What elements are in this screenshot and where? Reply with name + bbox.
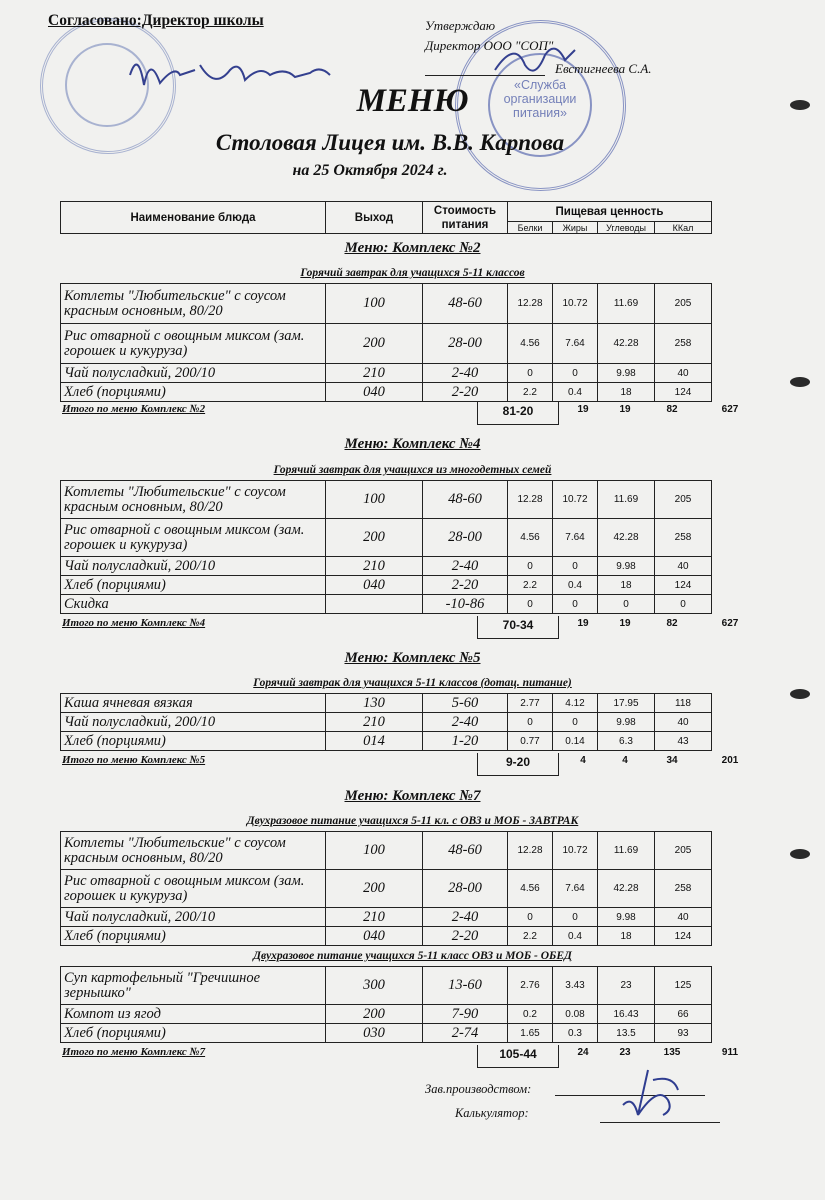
dish-price: 2-40 (423, 557, 508, 576)
dish-name: Хлеб (порциями) (61, 383, 326, 402)
dish-output: 130 (326, 694, 423, 713)
dish-protein: 0.2 (508, 1005, 553, 1024)
dish-protein: 0 (508, 595, 553, 614)
table-row (61, 519, 712, 557)
dish-price: 2-20 (423, 576, 508, 595)
seal-line: питания» (513, 106, 567, 120)
menu-total (60, 402, 739, 420)
menu-title: Меню: Комплекс №4 (344, 436, 481, 452)
total-fat: 23 (619, 1047, 631, 1058)
total-protein: 19 (577, 404, 589, 415)
dish-output: 200 (326, 1005, 423, 1024)
dish-output: 200 (326, 519, 423, 557)
dish-kcal: 124 (655, 576, 712, 595)
dish-kcal: 205 (655, 284, 712, 324)
dish-fat: 0 (553, 908, 598, 927)
dish-name: Котлеты "Любительские" с соусом красным основным, 80/20 (61, 832, 326, 870)
table-row (61, 557, 712, 576)
menu-subtitle: Горячий завтрак для учащихся 5-11 классов (300, 267, 525, 279)
punch-hole (790, 849, 810, 859)
dish-fat: 0 (553, 557, 598, 576)
dish-price: 28-00 (423, 324, 508, 364)
dish-kcal: 124 (655, 383, 712, 402)
dish-carbs: 11.69 (598, 284, 655, 324)
dish-output: 210 (326, 908, 423, 927)
dish-price: 5-60 (423, 694, 508, 713)
dish-protein: 2.76 (508, 967, 553, 1005)
col-out: Выход (326, 202, 423, 234)
dish-fat: 0 (553, 595, 598, 614)
table-row (61, 694, 712, 713)
dish-protein: 0 (508, 364, 553, 383)
dish-output: 100 (326, 832, 423, 870)
total-kcal: 201 (721, 755, 739, 766)
dish-name: Скидка (61, 595, 326, 614)
dish-protein: 2.2 (508, 576, 553, 595)
total-kcal: 627 (721, 404, 739, 415)
dish-carbs: 42.28 (598, 324, 655, 364)
menu-total (60, 616, 739, 634)
dish-protein: 2.2 (508, 383, 553, 402)
page-subtitle: Столовая Лицея им. В.В. Карпова (215, 130, 565, 155)
col-name: Наименование блюда (61, 202, 326, 234)
dish-name: Каша ячневая вязкая (61, 694, 326, 713)
dish-output: 210 (326, 713, 423, 732)
total-fat: 19 (619, 618, 631, 629)
dish-protein: 0.77 (508, 732, 553, 751)
menu-date: на 25 Октября 2024 г. (292, 162, 448, 179)
dish-fat: 7.64 (553, 324, 598, 364)
menu-table (60, 693, 712, 751)
total-label: Итого по меню Комплекс №7 (62, 1046, 206, 1058)
total-fat: 4 (622, 755, 628, 766)
dish-kcal: 205 (655, 832, 712, 870)
total-price: 70-34 (477, 616, 559, 639)
menu-title: Меню: Комплекс №5 (344, 650, 481, 666)
menu-table (60, 831, 712, 946)
total-kcal: 627 (721, 618, 739, 629)
dish-carbs: 6.3 (598, 732, 655, 751)
agreed-label: Согласовано:Директор школы (48, 12, 264, 29)
dish-kcal: 0 (655, 595, 712, 614)
dish-kcal: 124 (655, 927, 712, 946)
total-price: 105-44 (477, 1045, 559, 1068)
table-row (61, 383, 712, 402)
dish-price: 2-40 (423, 364, 508, 383)
dish-protein: 2.2 (508, 927, 553, 946)
dish-kcal: 205 (655, 481, 712, 519)
page-title: МЕНЮ (356, 83, 469, 119)
total-fat: 19 (619, 404, 631, 415)
table-row (61, 832, 712, 870)
dish-price: 48-60 (423, 284, 508, 324)
dish-output (326, 595, 423, 614)
dish-protein: 0 (508, 713, 553, 732)
director-label: Директор ООО "СОП" (425, 38, 554, 53)
col-price (423, 202, 508, 234)
dish-output: 200 (326, 324, 423, 364)
punch-hole (790, 377, 810, 387)
dish-carbs: 0 (598, 595, 655, 614)
dish-fat: 0.4 (553, 576, 598, 595)
menu-total (60, 753, 739, 771)
menu-title: Меню: Комплекс №7 (344, 788, 481, 804)
dish-kcal: 43 (655, 732, 712, 751)
dish-fat: 10.72 (553, 481, 598, 519)
dish-fat: 10.72 (553, 284, 598, 324)
dish-protein: 12.28 (508, 481, 553, 519)
total-label: Итого по меню Комплекс №4 (62, 617, 206, 629)
dish-price: 13-60 (423, 967, 508, 1005)
dish-kcal: 40 (655, 364, 712, 383)
dish-protein: 0 (508, 557, 553, 576)
dish-output: 210 (326, 557, 423, 576)
dish-name: Хлеб (порциями) (61, 576, 326, 595)
dish-output: 040 (326, 383, 423, 402)
dish-carbs: 42.28 (598, 870, 655, 908)
table-row (61, 481, 712, 519)
table-row (61, 967, 712, 1005)
dish-protein: 1.65 (508, 1024, 553, 1043)
dish-carbs: 16.43 (598, 1005, 655, 1024)
dish-price: 48-60 (423, 832, 508, 870)
total-carbs: 82 (666, 404, 678, 415)
table-row (61, 284, 712, 324)
total-protein: 19 (577, 618, 589, 629)
dish-price: 28-00 (423, 519, 508, 557)
dish-price: 2-74 (423, 1024, 508, 1043)
dish-fat: 0 (553, 364, 598, 383)
dish-output: 100 (326, 481, 423, 519)
total-carbs: 34 (666, 755, 678, 766)
dish-carbs: 23 (598, 967, 655, 1005)
production-manager-label: Зав.производством: (425, 1082, 532, 1096)
dish-kcal: 66 (655, 1005, 712, 1024)
dish-output: 030 (326, 1024, 423, 1043)
dish-name: Чай полусладкий, 200/10 (61, 908, 326, 927)
dish-output: 100 (326, 284, 423, 324)
total-carbs: 135 (663, 1047, 681, 1058)
dish-output: 200 (326, 870, 423, 908)
menu-table (60, 480, 712, 614)
dish-protein: 12.28 (508, 832, 553, 870)
seal-line: организации (503, 92, 577, 106)
col-price-line: питания (441, 218, 489, 231)
seal-line: «Служба (514, 78, 566, 92)
table-row (61, 870, 712, 908)
total-label: Итого по меню Комплекс №2 (62, 403, 206, 415)
dish-carbs: 18 (598, 576, 655, 595)
dish-fat: 0.08 (553, 1005, 598, 1024)
menu-title: Меню: Комплекс №2 (344, 240, 481, 256)
dish-kcal: 40 (655, 908, 712, 927)
dish-kcal: 258 (655, 519, 712, 557)
total-protein: 4 (580, 755, 586, 766)
dish-output: 210 (326, 364, 423, 383)
total-kcal: 911 (721, 1047, 739, 1058)
menu-subtitle: Горячий завтрак для учащихся из многодетных семей (273, 464, 552, 476)
dish-output: 040 (326, 576, 423, 595)
menu-table (60, 966, 712, 1043)
dish-output: 040 (326, 927, 423, 946)
dish-fat: 0.4 (553, 927, 598, 946)
dish-fat: 0.14 (553, 732, 598, 751)
col-protein: Белки (508, 222, 553, 234)
dish-name: Хлеб (порциями) (61, 927, 326, 946)
dish-price: 7-90 (423, 1005, 508, 1024)
col-fat: Жиры (553, 222, 598, 234)
handwritten-signature (618, 1065, 688, 1125)
total-label: Итого по меню Комплекс №5 (62, 754, 206, 766)
dish-price: 1-20 (423, 732, 508, 751)
table-row (61, 324, 712, 364)
dish-name: Хлеб (порциями) (61, 1024, 326, 1043)
dish-carbs: 11.69 (598, 481, 655, 519)
dish-price: -10-86 (423, 595, 508, 614)
dish-protein: 4.56 (508, 324, 553, 364)
dish-kcal: 118 (655, 694, 712, 713)
dish-name: Чай полусладкий, 200/10 (61, 557, 326, 576)
dish-name: Чай полусладкий, 200/10 (61, 364, 326, 383)
table-row (61, 576, 712, 595)
dish-price: 2-20 (423, 927, 508, 946)
dish-kcal: 258 (655, 324, 712, 364)
dish-carbs: 9.98 (598, 908, 655, 927)
dish-protein: 12.28 (508, 284, 553, 324)
dish-fat: 0.4 (553, 383, 598, 402)
dish-name: Котлеты "Любительские" с соусом красным основным, 80/20 (61, 481, 326, 519)
dish-protein: 4.56 (508, 870, 553, 908)
dish-protein: 2.77 (508, 694, 553, 713)
punch-hole (790, 689, 810, 699)
dish-price: 2-20 (423, 383, 508, 402)
menu-subtitle: Горячий завтрак для учащихся 5-11 классов (дотац. питание) (253, 677, 572, 689)
dish-fat: 7.64 (553, 519, 598, 557)
menu-subtitle: Двухразовое питание учащихся 5-11 класс ОВЗ и МОБ - ОБЕД (253, 950, 572, 962)
dish-fat: 10.72 (553, 832, 598, 870)
dish-carbs: 42.28 (598, 519, 655, 557)
dish-price: 28-00 (423, 870, 508, 908)
dish-protein: 0 (508, 908, 553, 927)
dish-name: Рис отварной с овощным миксом (зам. горошек и кукуруза) (61, 870, 326, 908)
menu-table (60, 283, 712, 402)
menu-total (60, 1045, 739, 1063)
dish-fat: 0.3 (553, 1024, 598, 1043)
approved-label: Утверждаю (425, 18, 496, 33)
dish-carbs: 13.5 (598, 1024, 655, 1043)
dish-protein: 4.56 (508, 519, 553, 557)
dish-name: Чай полусладкий, 200/10 (61, 713, 326, 732)
total-carbs: 82 (666, 618, 678, 629)
table-header (60, 201, 712, 234)
director-name: Евстигнеева С.А. (555, 61, 652, 76)
total-price: 81-20 (477, 402, 559, 425)
dish-kcal: 258 (655, 870, 712, 908)
col-price-line: Стоимость (433, 204, 497, 217)
dish-carbs: 18 (598, 927, 655, 946)
dish-kcal: 40 (655, 557, 712, 576)
dish-output: 300 (326, 967, 423, 1005)
handwritten-signature (490, 35, 580, 85)
dish-carbs: 11.69 (598, 832, 655, 870)
dish-output: 014 (326, 732, 423, 751)
col-nutrition: Пищевая ценность (508, 202, 712, 222)
dish-carbs: 18 (598, 383, 655, 402)
table-row (61, 1024, 712, 1043)
total-protein: 24 (577, 1047, 589, 1058)
menu-subtitle: Двухразовое питание учащихся 5-11 кл. с ОВЗ и МОБ - ЗАВТРАК (246, 815, 579, 827)
dish-price: 48-60 (423, 481, 508, 519)
dish-fat: 0 (553, 713, 598, 732)
dish-carbs: 9.98 (598, 364, 655, 383)
col-kcal: ККал (655, 222, 712, 234)
col-carbs: Углеводы (598, 222, 655, 234)
dish-kcal: 40 (655, 713, 712, 732)
table-row (61, 595, 712, 614)
dish-fat: 7.64 (553, 870, 598, 908)
dish-name: Хлеб (порциями) (61, 732, 326, 751)
dish-carbs: 17.95 (598, 694, 655, 713)
dish-carbs: 9.98 (598, 557, 655, 576)
dish-price: 2-40 (423, 908, 508, 927)
dish-name: Суп картофельный "Гречишное зернышко" (61, 967, 326, 1005)
table-row (61, 927, 712, 946)
table-row (61, 713, 712, 732)
table-row (61, 908, 712, 927)
table-row (61, 364, 712, 383)
dish-kcal: 93 (655, 1024, 712, 1043)
dish-price: 2-40 (423, 713, 508, 732)
table-row (61, 732, 712, 751)
dish-name: Котлеты "Любительские" с соусом красным основным, 80/20 (61, 284, 326, 324)
dish-carbs: 9.98 (598, 713, 655, 732)
dish-name: Компот из ягод (61, 1005, 326, 1024)
calculator-label: Калькулятор: (455, 1106, 529, 1120)
dish-fat: 3.43 (553, 967, 598, 1005)
dish-name: Рис отварной с овощным миксом (зам. горошек и кукуруза) (61, 519, 326, 557)
table-row (61, 1005, 712, 1024)
dish-fat: 4.12 (553, 694, 598, 713)
total-price: 9-20 (477, 753, 559, 776)
dish-kcal: 125 (655, 967, 712, 1005)
dish-name: Рис отварной с овощным миксом (зам. горошек и кукуруза) (61, 324, 326, 364)
